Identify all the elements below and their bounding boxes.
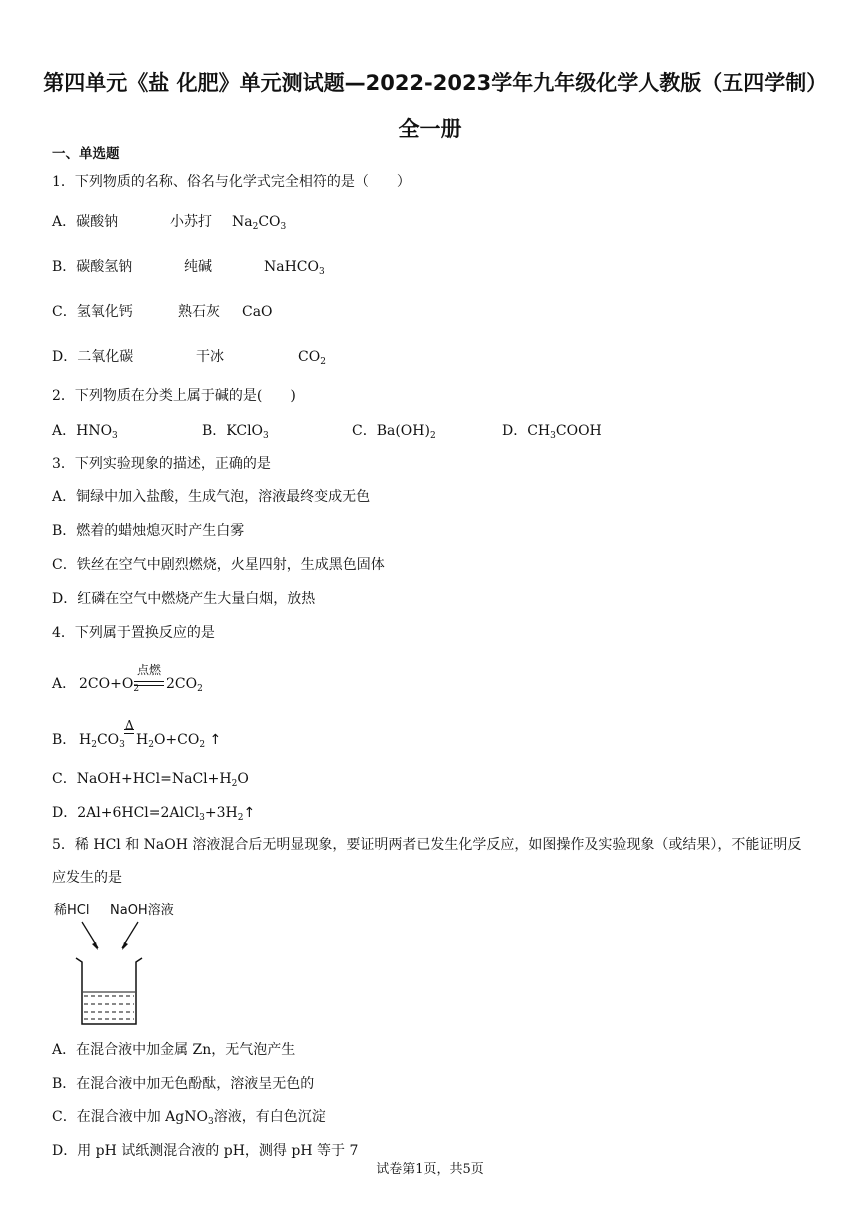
common-name: 小苏打 <box>170 214 212 230</box>
beaker-figure <box>52 898 192 1030</box>
question-3-stem: 3．下列实验现象的描述，正确的是 <box>52 456 271 472</box>
section-heading: 一、单选题 <box>52 146 120 162</box>
q1-option-c <box>52 302 273 322</box>
q5-option-b: B．在混合液中加无色酚酞，溶液呈无色的 <box>52 1076 315 1092</box>
beaker-diagram <box>52 898 192 1030</box>
common-name: 熟石灰 <box>178 304 220 320</box>
q1-option-d <box>52 347 326 367</box>
q5-option-a: A．在混合液中加金属 Zn，无气泡产生 <box>52 1042 296 1058</box>
option-label: A．碳酸钠 <box>52 214 119 230</box>
page-footer: 试卷第1页，共5页 <box>376 1162 484 1177</box>
q4-option-c: C．$NaOH+HCl=NaCl+H_2O$ <box>52 771 249 789</box>
question-1-stem: 1．下列物质的名称、俗名与化学式完全相符的是（ ） <box>52 174 411 190</box>
option-label: B． <box>52 732 77 748</box>
common-name: 纯碱 <box>184 259 212 275</box>
question-5-stem: 5．稀 HCl 和 NaOH 溶液混合后无明显现象，要证明两者已发生化学反应，如图操作及实验现象（或结果），不能证明反应发生的是 <box>52 837 802 886</box>
q2-option-d: D．$CH_3COOH$ <box>502 423 602 441</box>
hcl-label: 稀HCl <box>54 903 90 918</box>
equals-sign <box>134 681 164 686</box>
document-title: 第四单元《盐 化肥》单元测试题—2022-2023学年九年级化学人教版（五四学制）全一册 <box>43 71 817 141</box>
q3-option-c: C．铁丝在空气中剧烈燃烧，火星四射，生成黑色固体 <box>52 557 385 573</box>
equation-right: $2CO_2$ <box>166 676 203 694</box>
question-4-stem: 4．下列属于置换反应的是 <box>52 625 215 641</box>
q3-option-a: A．铜绿中加入盐酸，生成气泡，溶液最终变成无色 <box>52 489 371 505</box>
q2-option-a: A．$HNO_3$ <box>52 423 118 441</box>
q2-options <box>52 421 602 441</box>
q3-option-d: D．红磷在空气中燃烧产生大量白烟，放热 <box>52 591 316 607</box>
reaction-condition: Δ <box>125 718 134 732</box>
beaker-outline <box>76 958 142 1024</box>
q1-option-b <box>52 257 325 277</box>
equation-right: $H_2O+CO_2$ ↑ <box>136 732 222 750</box>
formula: NaHCO$_3$ <box>264 259 325 277</box>
common-name: 干冰 <box>196 349 224 365</box>
formula: $CO_2$ <box>298 349 326 367</box>
naoh-label: NaOH溶液 <box>110 903 174 918</box>
liquid-lines <box>84 996 134 1019</box>
q5-option-c: C．在混合液中加 AgNO$_3$溶液，有白色沉淀 <box>52 1109 326 1127</box>
question-2-stem: 2．下列物质在分类上属于碱的是( ) <box>52 388 296 404</box>
formula: $Na_2CO_3$ <box>232 214 287 232</box>
q2-option-c: C．$Ba(OH)_2$ <box>352 423 436 441</box>
option-label: C．氢氧化钙 <box>52 304 133 320</box>
equation-left: $H_2CO_3$ <box>79 732 125 750</box>
q2-option-b: B．KClO$_3$ <box>202 423 269 441</box>
equals-sign <box>124 729 134 734</box>
q4-option-d: D．$2Al+6HCl=2AlCl_3+3H_2↑$ <box>52 805 256 823</box>
option-label: B．碳酸氢钠 <box>52 259 133 275</box>
formula: CaO <box>242 304 273 320</box>
equation-left: $2CO+O_2$ <box>79 676 140 694</box>
option-label: A． <box>52 676 77 692</box>
reaction-condition: 点燃 <box>136 663 161 677</box>
q5-option-d: D．用 pH 试纸测混合液的 pH，测得 pH 等于 7 <box>52 1143 359 1159</box>
q3-option-b: B．燃着的蜡烛熄灭时产生白雾 <box>52 523 245 539</box>
q1-option-a <box>52 212 286 232</box>
option-label: D．二氧化碳 <box>52 349 134 365</box>
